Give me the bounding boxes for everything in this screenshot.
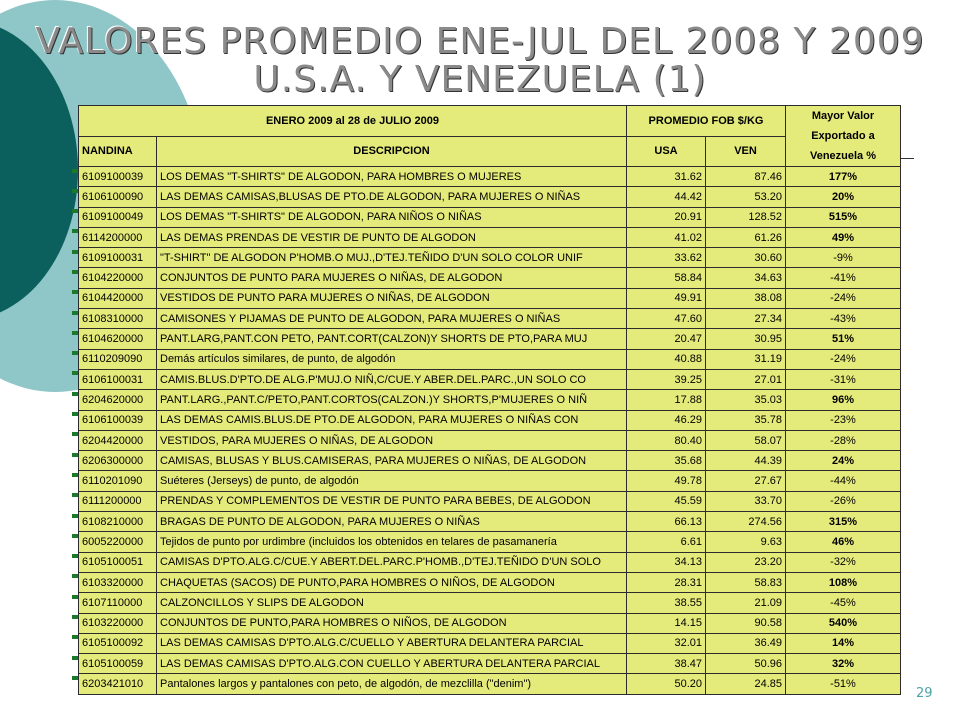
row-marker: [72, 676, 78, 680]
cell-descripcion: LOS DEMAS "T-SHIRTS" DE ALGODON, PARA NIÑOS O NIÑAS: [157, 207, 627, 227]
table-row: [79, 654, 901, 674]
header-prom-fob: PROMEDIO FOB $/KG: [627, 106, 786, 137]
cell-usa: 50.20: [627, 674, 706, 694]
cell-usa: 20.91: [627, 207, 706, 227]
data-table: [78, 105, 901, 695]
table-row: [79, 309, 901, 329]
cell-descripcion: CAMISONES Y PIJAMAS DE PUNTO DE ALGODON, PARA MUJERES O NIÑAS: [157, 309, 627, 329]
cell-usa: 66.13: [627, 512, 706, 532]
cell-descripcion: PANT.LARG.,PANT.C/PETO,PANT.CORTOS(CALZON.)Y SHORTS,P'MUJERES O NIÑ: [157, 390, 627, 410]
cell-mayor-pct: 515%: [786, 207, 901, 227]
cell-nandina: 6204620000: [79, 390, 157, 410]
cell-usa: 28.31: [627, 572, 706, 592]
cell-usa: 14.15: [627, 613, 706, 633]
cell-mayor-pct: -23%: [786, 410, 901, 430]
table-row: [79, 512, 901, 532]
cell-mayor-pct: -26%: [786, 491, 901, 511]
col-header-ven: VEN: [706, 136, 786, 167]
cell-ven: 30.60: [706, 248, 786, 268]
cell-mayor-pct: 315%: [786, 512, 901, 532]
cell-ven: 31.19: [706, 349, 786, 369]
cell-nandina: 6103220000: [79, 613, 157, 633]
col-header-usa: USA: [627, 136, 706, 167]
cell-ven: 27.34: [706, 309, 786, 329]
cell-ven: 30.95: [706, 329, 786, 349]
cell-mayor-pct: -24%: [786, 349, 901, 369]
row-marker: [72, 290, 78, 294]
cell-mayor-pct: 14%: [786, 633, 901, 653]
row-marker: [72, 351, 78, 355]
row-marker: [72, 635, 78, 639]
cell-nandina: 6109100031: [79, 248, 157, 268]
row-marker: [72, 453, 78, 457]
cell-nandina: 6105100092: [79, 633, 157, 653]
cell-nandina: 6110201090: [79, 471, 157, 491]
row-marker: [72, 554, 78, 558]
cell-ven: 38.08: [706, 288, 786, 308]
row-marker: [72, 189, 78, 193]
cell-usa: 47.60: [627, 309, 706, 329]
row-marker: [72, 656, 78, 660]
cell-nandina: 6107110000: [79, 593, 157, 613]
cell-ven: 61.26: [706, 227, 786, 247]
cell-ven: 50.96: [706, 654, 786, 674]
table-row: [79, 491, 901, 511]
cell-usa: 38.55: [627, 593, 706, 613]
cell-usa: 34.13: [627, 552, 706, 572]
cell-usa: 32.01: [627, 633, 706, 653]
cell-mayor-pct: -32%: [786, 552, 901, 572]
row-marker: [72, 250, 78, 254]
cell-usa: 40.88: [627, 349, 706, 369]
cell-ven: 58.83: [706, 572, 786, 592]
cell-descripcion: CONJUNTOS DE PUNTO,PARA HOMBRES O NIÑOS, DE ALGODON: [157, 613, 627, 633]
row-marker: [72, 615, 78, 619]
cell-ven: 53.20: [706, 187, 786, 207]
cell-descripcion: CAMISAS, BLUSAS Y BLUS.CAMISERAS, PARA MUJERES O NIÑAS, DE ALGODON: [157, 451, 627, 471]
cell-usa: 20.47: [627, 329, 706, 349]
cell-mayor-pct: -51%: [786, 674, 901, 694]
cell-ven: 36.49: [706, 633, 786, 653]
table-row: [79, 288, 901, 308]
table-row: [79, 268, 901, 288]
cell-usa: 39.25: [627, 369, 706, 389]
cell-nandina: 6005220000: [79, 532, 157, 552]
cell-descripcion: LAS DEMAS CAMISAS,BLUSAS DE PTO.DE ALGODON, PARA MUJERES O NIÑAS: [157, 187, 627, 207]
col-header-descripcion: DESCRIPCION: [157, 136, 627, 167]
cell-nandina: 6105100059: [79, 654, 157, 674]
cell-ven: 27.67: [706, 471, 786, 491]
row-marker: [72, 392, 78, 396]
cell-descripcion: LAS DEMAS CAMIS.BLUS.DE PTO.DE ALGODON, PARA MUJERES O NIÑAS CON: [157, 410, 627, 430]
cell-usa: 49.78: [627, 471, 706, 491]
cell-nandina: 6110209090: [79, 349, 157, 369]
cell-mayor-pct: 32%: [786, 654, 901, 674]
cell-descripcion: CAMISAS D'PTO.ALG.C/CUE.Y ABERT.DEL.PARC.P'HOMB.,D'TEJ.TEÑIDO D'UN SOLO: [157, 552, 627, 572]
row-marker: [72, 514, 78, 518]
cell-nandina: 6109100039: [79, 167, 157, 187]
col-header-nandina: NANDINA: [79, 136, 157, 167]
cell-nandina: 6104420000: [79, 288, 157, 308]
cell-mayor-pct: 24%: [786, 451, 901, 471]
table-row: [79, 613, 901, 633]
cell-mayor-pct: -45%: [786, 593, 901, 613]
header-period: ENERO 2009 al 28 de JULIO 2009: [79, 106, 627, 137]
cell-ven: 44.39: [706, 451, 786, 471]
cell-descripcion: Tejidos de punto por urdimbre (incluidos los obtenidos en telares de pasamanería: [157, 532, 627, 552]
header-mayor-valor: Mayor Valor Exportado a Venezuela %: [786, 106, 901, 167]
cell-nandina: 6114200000: [79, 227, 157, 247]
row-marker: [72, 169, 78, 173]
cell-usa: 58.84: [627, 268, 706, 288]
cell-ven: 87.46: [706, 167, 786, 187]
row-marker: [72, 534, 78, 538]
table-row: [79, 410, 901, 430]
cell-descripcion: "T-SHIRT" DE ALGODON P'HOMB.O MUJ.,D'TEJ.TEÑIDO D'UN SOLO COLOR UNIF: [157, 248, 627, 268]
cell-descripcion: LAS DEMAS CAMISAS D'PTO.ALG.C/CUELLO Y ABERTURA DELANTERA PARCIAL: [157, 633, 627, 653]
cell-descripcion: Demás artículos similares, de punto, de algodón: [157, 349, 627, 369]
cell-descripcion: BRAGAS DE PUNTO DE ALGODON, PARA MUJERES O NIÑAS: [157, 512, 627, 532]
row-marker: [72, 209, 78, 213]
cell-nandina: 6204420000: [79, 430, 157, 450]
cell-nandina: 6106100031: [79, 369, 157, 389]
cell-descripcion: VESTIDOS, PARA MUJERES O NIÑAS, DE ALGODON: [157, 430, 627, 450]
table-row: [79, 552, 901, 572]
cell-mayor-pct: 49%: [786, 227, 901, 247]
row-marker: [72, 493, 78, 497]
row-marker: [72, 595, 78, 599]
slide-title: [0, 20, 960, 102]
cell-usa: 38.47: [627, 654, 706, 674]
table-row: [79, 572, 901, 592]
table-row: [79, 167, 901, 187]
cell-ven: 21.09: [706, 593, 786, 613]
cell-nandina: 6206300000: [79, 451, 157, 471]
table-row: [79, 349, 901, 369]
cell-descripcion: LOS DEMAS "T-SHIRTS" DE ALGODON, PARA HOMBRES O MUJERES: [157, 167, 627, 187]
cell-nandina: 6111200000: [79, 491, 157, 511]
cell-nandina: 6109100049: [79, 207, 157, 227]
cell-mayor-pct: -28%: [786, 430, 901, 450]
cell-ven: 90.58: [706, 613, 786, 633]
cell-nandina: 6104620000: [79, 329, 157, 349]
row-marker: [72, 574, 78, 578]
row-marker: [72, 331, 78, 335]
cell-nandina: 6103320000: [79, 572, 157, 592]
cell-usa: 31.62: [627, 167, 706, 187]
table-row: [79, 532, 901, 552]
cell-mayor-pct: 540%: [786, 613, 901, 633]
row-marker: [72, 473, 78, 477]
row-marker: [72, 412, 78, 416]
cell-descripcion: Suéteres (Jerseys) de punto, de algodón: [157, 471, 627, 491]
cell-descripcion: PANT.LARG,PANT.CON PETO, PANT.CORT(CALZON)Y SHORTS DE PTO,PARA MUJ: [157, 329, 627, 349]
table-row: [79, 451, 901, 471]
cell-descripcion: CHAQUETAS (SACOS) DE PUNTO,PARA HOMBRES O NIÑOS, DE ALGODON: [157, 572, 627, 592]
cell-usa: 17.88: [627, 390, 706, 410]
table-row: [79, 248, 901, 268]
table-row: [79, 369, 901, 389]
cell-ven: 274.56: [706, 512, 786, 532]
cell-mayor-pct: -24%: [786, 288, 901, 308]
cell-descripcion: VESTIDOS DE PUNTO PARA MUJERES O NIÑAS, DE ALGODON: [157, 288, 627, 308]
cell-descripcion: CALZONCILLOS Y SLIPS DE ALGODON: [157, 593, 627, 613]
cell-usa: 33.62: [627, 248, 706, 268]
cell-ven: 23.20: [706, 552, 786, 572]
cell-mayor-pct: -41%: [786, 268, 901, 288]
cell-usa: 6.61: [627, 532, 706, 552]
cell-ven: 128.52: [706, 207, 786, 227]
row-marker: [72, 311, 78, 315]
cell-ven: 34.63: [706, 268, 786, 288]
table-row: [79, 674, 901, 694]
cell-descripcion: PRENDAS Y COMPLEMENTOS DE VESTIR DE PUNTO PARA BEBES, DE ALGODON: [157, 491, 627, 511]
table-row: [79, 227, 901, 247]
cell-nandina: 6105100051: [79, 552, 157, 572]
cell-nandina: 6104220000: [79, 268, 157, 288]
cell-mayor-pct: -31%: [786, 369, 901, 389]
table-row: [79, 187, 901, 207]
cell-mayor-pct: -44%: [786, 471, 901, 491]
table-header-columns: [79, 136, 901, 167]
slide-title-line2: U.S.A. Y VENEZUELA (1): [253, 59, 707, 100]
row-marker: [72, 270, 78, 274]
cell-nandina: 6108310000: [79, 309, 157, 329]
cell-usa: 80.40: [627, 430, 706, 450]
cell-descripcion: CONJUNTOS DE PUNTO PARA MUJERES O NIÑAS, DE ALGODON: [157, 268, 627, 288]
cell-usa: 46.29: [627, 410, 706, 430]
cell-ven: 35.78: [706, 410, 786, 430]
cell-nandina: 6106100039: [79, 410, 157, 430]
cell-nandina: 6203421010: [79, 674, 157, 694]
cell-usa: 35.68: [627, 451, 706, 471]
table-row: [79, 329, 901, 349]
table-row: [79, 430, 901, 450]
table-row: [79, 207, 901, 227]
cell-ven: 24.85: [706, 674, 786, 694]
table-row: [79, 390, 901, 410]
cell-mayor-pct: 20%: [786, 187, 901, 207]
table-header-top: [79, 106, 901, 137]
page-number: 29: [916, 686, 933, 701]
cell-ven: 58.07: [706, 430, 786, 450]
cell-usa: 49.91: [627, 288, 706, 308]
row-marker: [72, 371, 78, 375]
cell-nandina: 6108210000: [79, 512, 157, 532]
cell-ven: 35.03: [706, 390, 786, 410]
cell-ven: 33.70: [706, 491, 786, 511]
cell-mayor-pct: 108%: [786, 572, 901, 592]
cell-descripcion: LAS DEMAS PRENDAS DE VESTIR DE PUNTO DE ALGODON: [157, 227, 627, 247]
table-row: [79, 593, 901, 613]
table-row: [79, 471, 901, 491]
row-marker: [72, 229, 78, 233]
cell-ven: 9.63: [706, 532, 786, 552]
cell-mayor-pct: 51%: [786, 329, 901, 349]
row-marker: [72, 432, 78, 436]
cell-usa: 45.59: [627, 491, 706, 511]
cell-mayor-pct: -43%: [786, 309, 901, 329]
cell-descripcion: CAMIS.BLUS.D'PTO.DE ALG.P'MUJ.O NIÑ,C/CUE.Y ABER.DEL.PARC.,UN SOLO CO: [157, 369, 627, 389]
cell-descripcion: LAS DEMAS CAMISAS D'PTO.ALG.CON CUELLO Y ABERTURA DELANTERA PARCIAL: [157, 654, 627, 674]
table-row: [79, 633, 901, 653]
cell-mayor-pct: 177%: [786, 167, 901, 187]
slide-title-line1: VALORES PROMEDIO ENE-JUL DEL 2008 Y 2009: [35, 21, 925, 62]
cell-mayor-pct: 46%: [786, 532, 901, 552]
cell-mayor-pct: -9%: [786, 248, 901, 268]
cell-descripcion: Pantalones largos y pantalones con peto, de algodón, de mezclilla ("denim"): [157, 674, 627, 694]
cell-ven: 27.01: [706, 369, 786, 389]
cell-nandina: 6106100090: [79, 187, 157, 207]
cell-usa: 44.42: [627, 187, 706, 207]
cell-usa: 41.02: [627, 227, 706, 247]
cell-mayor-pct: 96%: [786, 390, 901, 410]
